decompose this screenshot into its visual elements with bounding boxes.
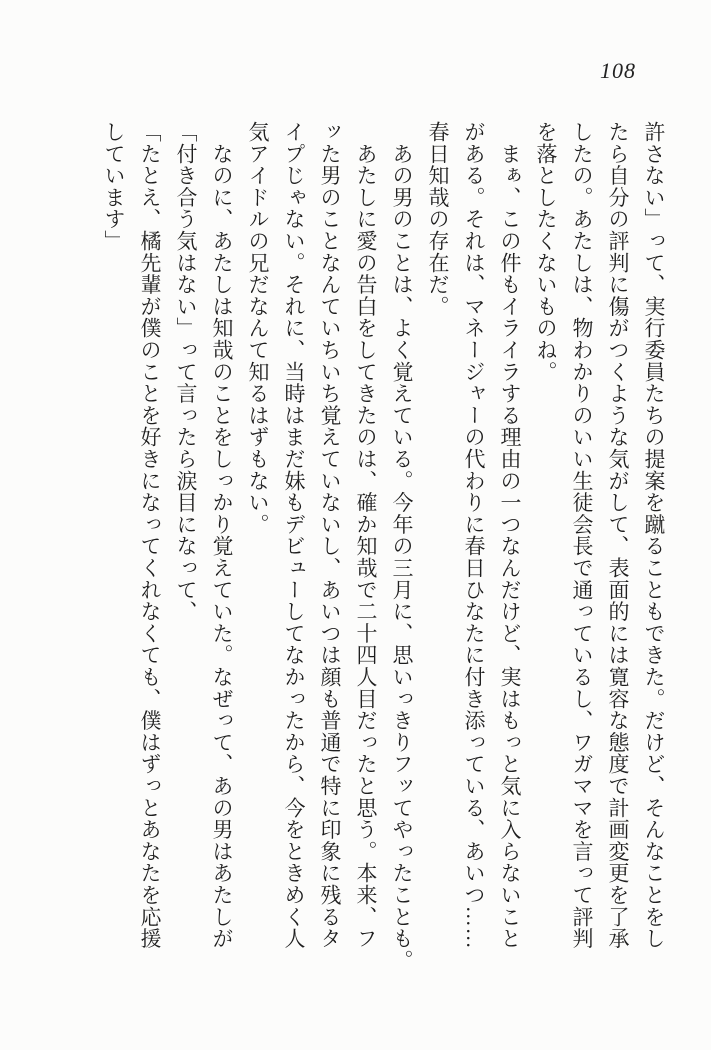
text-column-7: 春日知哉の存在だ。	[426, 121, 450, 318]
text-column-15: 「たとえ、橘先輩が僕のことを好きになってくれなくても、僕はずっとあなたを応援	[138, 121, 162, 950]
text-column-16: しています」	[102, 121, 126, 252]
text-column-5: まぁ、この件もイライラする理由の一つなんだけど、実はもっと気に入らないこと	[498, 121, 522, 950]
text-column-6: がある。それは、マネージャーの代わりに春日ひなたに付き添っている、あいつ……	[462, 121, 486, 950]
text-column-14: 「付き合う気はない」って言ったら涙目になって、	[174, 121, 198, 623]
text-column-10: ッた男のことなんていちいち覚えていないし、あいつは顔も普通で特に印象に残るタ	[318, 121, 342, 950]
text-column-2: たら自分の評判に傷がつくような気がして、表面的には寛容な態度で計画変更を了承	[606, 121, 630, 950]
text-column-1: 許さない」って、実行委員たちの提案を蹴ることもできた。だけど、そんなことをし	[642, 121, 666, 950]
text-column-13: なのに、あたしは知哉のことをしっかり覚えていた。なぜって、あの男はあたしが	[210, 121, 234, 950]
page-number: 108	[600, 58, 636, 83]
text-column-12: 気アイドルの兄だなんて知るはずもない。	[246, 121, 270, 536]
text-column-3: したの。あたしは、物わかりのいい生徒会長で通っているし、ワガママを言って評判	[570, 121, 594, 950]
text-block	[96, 121, 672, 1001]
text-column-4: を落としたくないものね。	[534, 121, 558, 383]
text-column-8: あの男のことは、よく覚えている。今年の三月に、思いっきりフッてやったことも。	[390, 121, 414, 972]
text-column-9: あたしに愛の告白をしてきたのは、確か知哉で二十四人目だったと思う。本来、フ	[354, 121, 378, 950]
text-column-11: イプじゃない。それに、当時はまだ妹もデビューしてなかったから、今をときめく人	[282, 121, 306, 950]
